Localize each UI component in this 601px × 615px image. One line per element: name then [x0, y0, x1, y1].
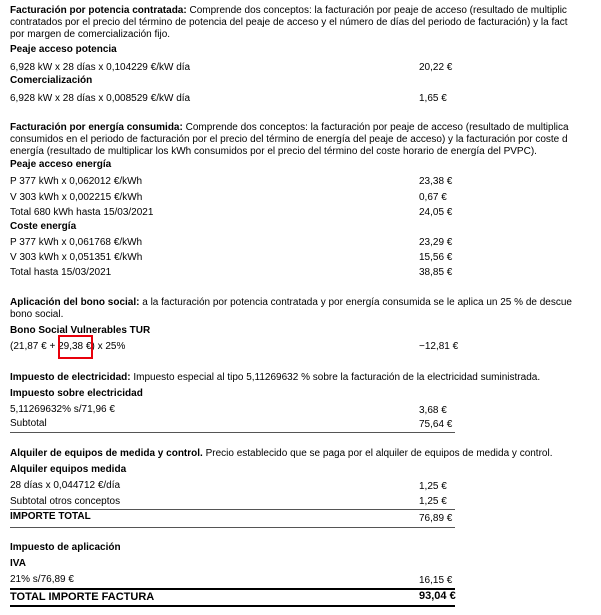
impuesto-electricidad-title: Impuesto sobre electricidad	[10, 388, 143, 399]
electricidad-heading: Impuesto de electricidad:	[10, 372, 131, 383]
peaje-energia-total-amount: 24,05 €	[419, 207, 453, 218]
divider	[10, 509, 455, 510]
potencia-heading: Facturación por potencia contratada:	[10, 5, 187, 16]
impuesto-electricidad-amount: 3,68 €	[419, 405, 447, 416]
bono-desc-text: a la facturación por potencia contratada y por energía consumida se le aplica un 25 % de descue	[139, 297, 572, 308]
coste-energia-total-amount: 38,85 €	[419, 267, 453, 278]
potencia-description-line-1	[10, 5, 567, 17]
divider	[10, 605, 455, 607]
alquiler-equipos-calc: 28 días x 0,044712 €/día	[10, 480, 121, 491]
alquiler-heading: Alquiler de equipos de medida y control.	[10, 448, 203, 459]
peaje-energia-v-amount: 0,67 €	[419, 192, 447, 203]
coste-energia-total-line: Total hasta 15/03/2021	[10, 267, 112, 278]
divider	[10, 588, 455, 590]
total-importe-factura-label: TOTAL IMPORTE FACTURA	[10, 591, 155, 603]
peaje-energia-p-line: P 377 kWh x 0,062012 €/kWh	[10, 176, 143, 187]
energia-heading: Facturación por energía consumida:	[10, 122, 183, 133]
peaje-energia-total-line: Total 680 kWh hasta 15/03/2021	[10, 207, 154, 218]
energia-description-line-1	[10, 122, 569, 134]
energia-desc-text: Comprende dos conceptos: la facturación por peaje de acceso (resultado de multiplica	[182, 122, 569, 133]
impuesto-electricidad-calc: 5,11269632% s/71,96 €	[10, 404, 115, 415]
bono-heading: Aplicación del bono social:	[10, 297, 140, 308]
bono-description-line-2: bono social.	[10, 309, 64, 320]
iva-calc: 21% s/76,89 €	[10, 574, 74, 585]
alquiler-desc-text: Precio establecido que se paga por el alquiler de equipos de medida y control.	[202, 448, 553, 459]
potencia-desc-text: Comprende dos conceptos: la facturación por peaje de acceso (resultado de multiplic	[186, 5, 567, 16]
total-importe-factura-amount: 93,04 €	[419, 590, 456, 602]
peaje-potencia-title: Peaje acceso potencia	[10, 44, 117, 55]
coste-energia-v-amount: 15,56 €	[419, 252, 453, 263]
bono-calc-highlighted-value: 29,38	[58, 341, 84, 352]
subtotal-otros-amount: 1,25 €	[419, 496, 447, 507]
subtotal-amount: 75,64 €	[419, 419, 453, 430]
bono-social-amount: −12,81 €	[419, 341, 459, 352]
comercializacion-calc: 6,928 kW x 28 días x 0,008529 €/kW día	[10, 93, 191, 104]
divider	[10, 432, 455, 433]
iva-amount: 16,15 €	[419, 575, 453, 586]
peaje-energia-title: Peaje acceso energía	[10, 159, 112, 170]
energia-description-line-3: energía (resultado de multiplicar los kWh consumidos por el precio del término del coste horario de energía del PVPC).	[10, 146, 537, 157]
coste-energia-v-line: V 303 kWh x 0,051351 €/kWh	[10, 252, 143, 263]
coste-energia-title: Coste energía	[10, 221, 77, 232]
importe-total-amount: 76,89 €	[419, 513, 453, 524]
peaje-energia-p-amount: 23,38 €	[419, 176, 453, 187]
bono-calc-open: (21,87 € +	[10, 341, 59, 352]
subtotal-otros-label: Subtotal otros conceptos	[10, 496, 121, 507]
coste-energia-p-amount: 23,29 €	[419, 237, 453, 248]
divider	[10, 527, 455, 528]
potencia-description-line-2: contratados por el precio del término de potencia del peaje de acceso y el número de días del periodo de facturación) y la fact	[10, 17, 568, 28]
peaje-potencia-amount: 20,22 €	[419, 62, 453, 73]
impuesto-aplicacion-heading: Impuesto de aplicación	[10, 542, 121, 553]
electricidad-description-line-1	[10, 372, 540, 384]
importe-total-label: IMPORTE TOTAL	[10, 511, 91, 522]
alquiler-equipos-amount: 1,25 €	[419, 481, 447, 492]
comercializacion-amount: 1,65 €	[419, 93, 447, 104]
potencia-description-line-3: por margen de comercialización fijo.	[10, 29, 171, 40]
subtotal-label: Subtotal	[10, 418, 47, 429]
comercializacion-title: Comercialización	[10, 75, 93, 86]
iva-title: IVA	[10, 558, 26, 569]
bono-description-line-1	[10, 297, 572, 309]
red-highlight-box	[58, 335, 93, 359]
peaje-energia-v-line: V 303 kWh x 0,002215 €/kWh	[10, 192, 143, 203]
electricidad-desc-text: Impuesto especial al tipo 5,11269632 % sobre la facturación de la electricidad suministrada.	[130, 372, 541, 383]
coste-energia-p-line: P 377 kWh x 0,061768 €/kWh	[10, 237, 143, 248]
peaje-potencia-calc: 6,928 kW x 28 días x 0,104229 €/kW día	[10, 62, 191, 73]
bono-social-title: Bono Social Vulnerables TUR	[10, 325, 151, 336]
energia-description-line-2: consumidos en el periodo de facturación por el precio del término de energía del peaje de acceso) y la facturación por coste d	[10, 134, 568, 145]
alquiler-description-line-1	[10, 448, 552, 460]
bono-calc-close: €) x 25%	[83, 341, 126, 352]
alquiler-equipos-title: Alquiler equipos medida	[10, 464, 127, 475]
